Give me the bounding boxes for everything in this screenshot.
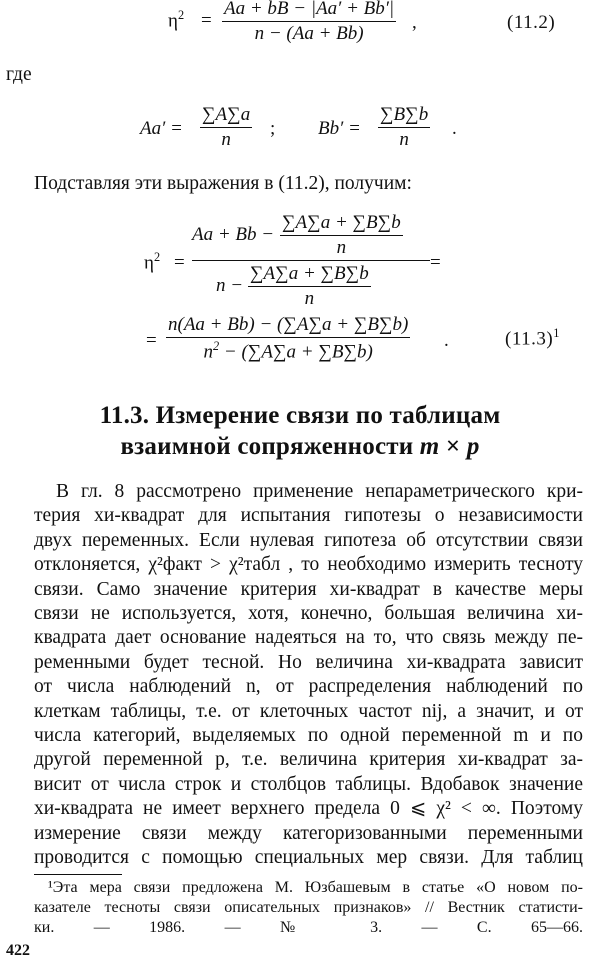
paragraph-line: связи не используется, хотя, конечно, большая величина хи- xyxy=(34,603,583,625)
def-dot: . xyxy=(452,118,457,139)
eq-11-2-equals: = xyxy=(201,10,212,31)
def-right-fraction: ∑B∑b n xyxy=(380,104,429,150)
footnote-rule xyxy=(34,874,122,875)
eq-11-3-equals-3: = xyxy=(146,330,157,351)
eq-11-3-equals-2: = xyxy=(430,252,441,273)
eq-11-2-lhs: $\eta^2$ xyxy=(168,8,185,32)
eq-11-3-outer-denominator: n − ∑A∑a + ∑B∑b n xyxy=(216,263,369,309)
paragraph-line: висит от числа строк и столбцов таблицы. Вдобавок значение xyxy=(34,773,583,795)
equation-11-3-second xyxy=(140,314,460,370)
definitions xyxy=(130,100,470,156)
equation-11-3 xyxy=(140,212,460,312)
eq-11-3-second-fraction: n(Aa + Bb) − (∑A∑a + ∑B∑b) $n^2 - (\sum A\sum a + \sum B\sum b)$ xyxy=(168,314,409,363)
def-separator: ; xyxy=(270,118,276,139)
paragraph-line: В гл. 8 рассмотрено применение непараметрического кри- xyxy=(56,481,583,502)
eq-11-3-dot: . xyxy=(444,330,449,351)
paragraph-line: от числа наблюдений n, от распределения наблюдений по xyxy=(34,676,583,698)
where-label: где xyxy=(6,64,32,85)
paragraph-line: числа категорий, выделяемых по одной переменной m и по xyxy=(34,725,583,747)
page-number: 422 xyxy=(6,942,30,959)
heading-line-2: взаимной сопряженности m × p xyxy=(120,433,480,460)
def-left-fraction: ∑A∑a n xyxy=(202,104,251,150)
eq-11-3-outer-numerator: Aa + Bb − ∑A∑a + ∑B∑b n xyxy=(192,212,401,258)
paragraph-line: двух переменных. Если нулевая гипотеза об отсутствии связи xyxy=(34,529,583,551)
eq-11-2-number: (11.2) xyxy=(507,12,556,33)
eq-11-2-comma: , xyxy=(412,12,417,33)
body-paragraph xyxy=(34,480,583,871)
eq-11-2-numerator: Aa + bB − |Aa′ + Bb′| xyxy=(224,0,395,19)
paragraph-line: ременными будет тесной. Но величина хи-квадрата зависит xyxy=(34,651,583,673)
footnote-line: ки. — 1986. — № 3. — С. 65—66. xyxy=(34,919,583,936)
paragraph-line: квадрата дает основание надеяться на то, что связь между пе- xyxy=(34,627,583,649)
paragraph-line: измерение связи между категоризованными переменными xyxy=(34,822,583,844)
footnote xyxy=(34,878,583,938)
def-left-lhs: Aa′ = xyxy=(140,118,183,139)
intro-text: Подставляя эти выражения в (11.2), получим: xyxy=(34,173,412,194)
paragraph-line: другой переменной p, т.е. величина критерия хи-квадрат за- xyxy=(34,749,583,771)
eq-11-3-number: $(11.3)^1$ xyxy=(505,326,560,350)
heading-line-1: 11.3. Измерение связи по таблицам xyxy=(99,402,501,429)
eq-11-2-fraction xyxy=(222,0,396,45)
footnote-line: ¹Эта мера связи предложена М. Юзбашевым в статье «О новом по- xyxy=(48,879,583,896)
def-right-lhs: Bb′ = xyxy=(318,118,361,139)
paragraph-line: терия хи-квадрат для испытания гипотезы о независимости xyxy=(34,505,583,527)
paragraph-line: отклоняется, χ²факт > χ²табл , то необходимо измерить тесноту xyxy=(34,554,583,576)
eq-11-3-equals: = xyxy=(174,252,185,273)
paragraph-line: связи. Само значение критерия хи-квадрат в качестве меры xyxy=(34,578,583,600)
paragraph-line: проводится с помощью специальных мер связи. Для таблиц xyxy=(34,847,583,869)
paragraph-line: хи-квадрата не имеет верхнего предела 0 ⩽ χ² < ∞. Поэтому xyxy=(34,798,583,820)
eq-11-2-denominator: n − (Aa + Bb) xyxy=(254,23,364,44)
eq-11-3-lhs: $\eta^2$ xyxy=(144,250,161,274)
eq-11-3-big-fraction xyxy=(192,212,430,309)
section-heading xyxy=(0,400,600,462)
paragraph-line: клеткам таблицы, т.е. от клеточных частот nij, а значит, и от xyxy=(34,700,583,722)
footnote-line: казателе тесноты связи описательных признаков» // Вестник статисти- xyxy=(34,899,583,916)
